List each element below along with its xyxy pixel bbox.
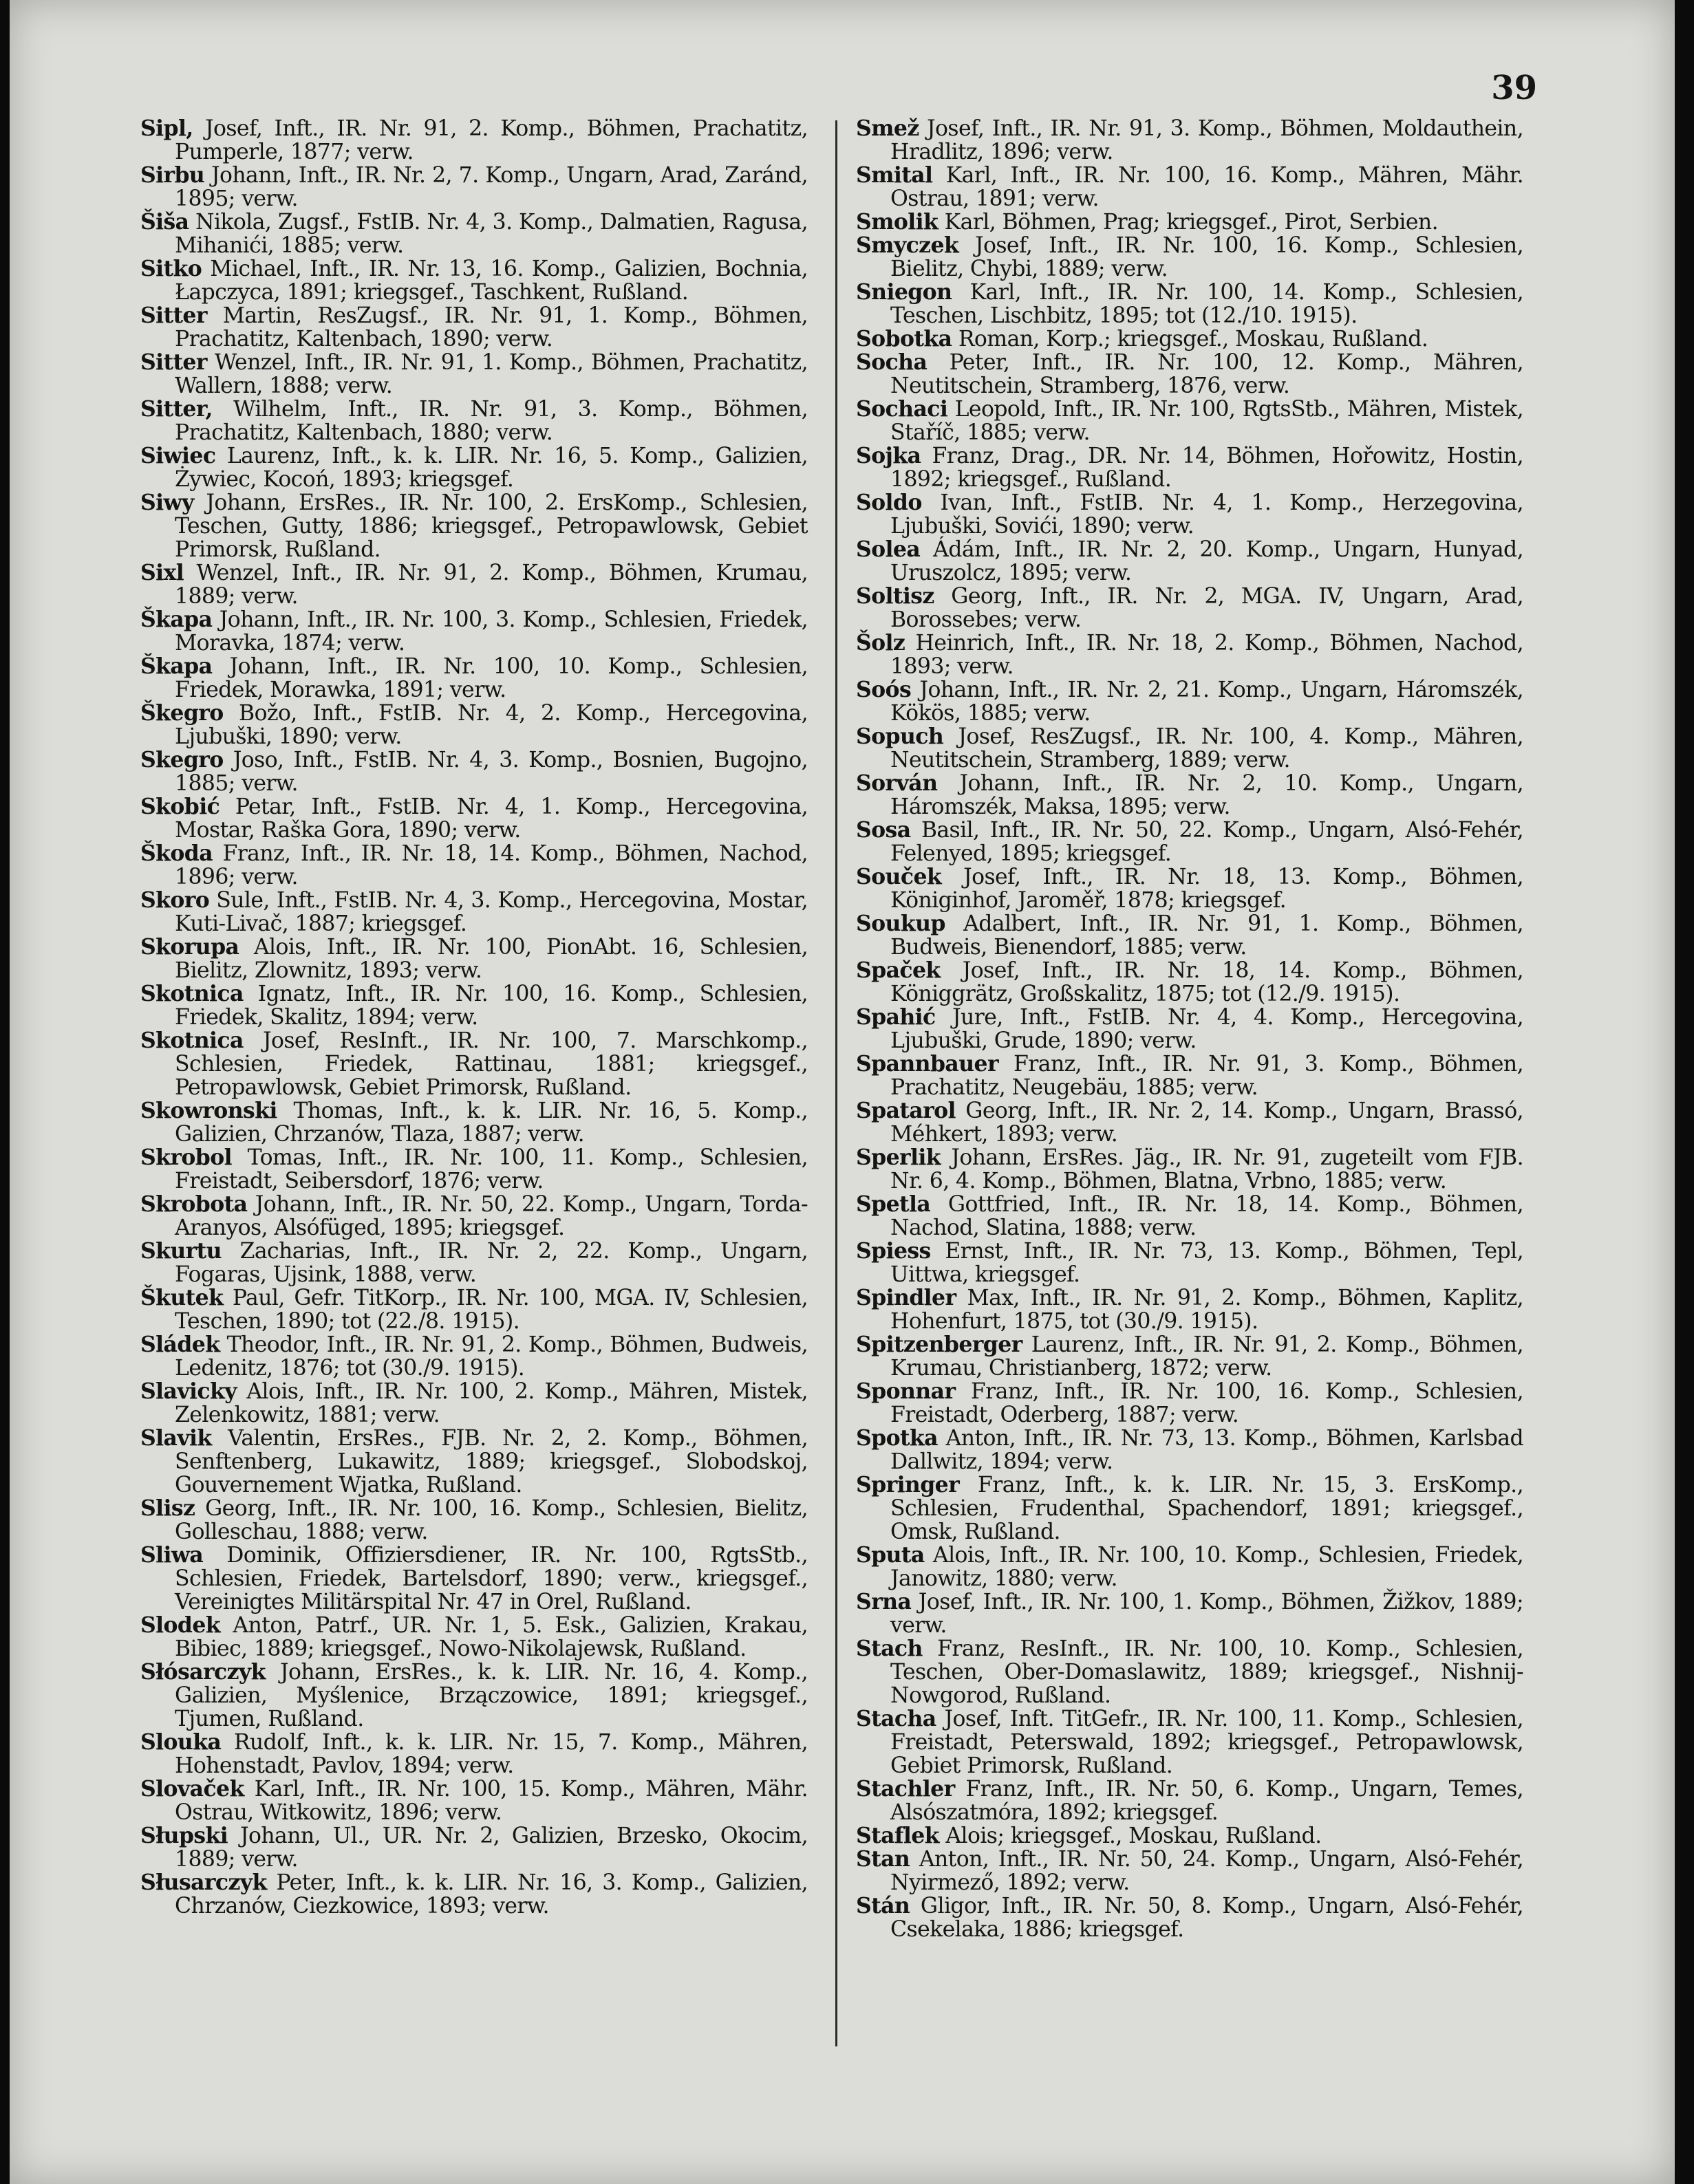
list-entry — [140, 1146, 808, 1193]
entry-surname: Slavicky — [140, 1378, 237, 1404]
list-entry — [856, 631, 1523, 678]
list-entry — [140, 842, 808, 889]
entry-details: Max, Inft., IR. Nr. 91, 2. Komp., Böhmen, Kaplitz, Hohenfurt, 1875, tot (30./9. 1915). — [890, 1286, 1523, 1334]
entry-details: Paul, Gefr. TitKorp., IR. Nr. 100, MGA. IV, Schlesien, Teschen, 1890; tot (22./8. 1915). — [175, 1286, 808, 1334]
entry-surname: Soldo — [856, 490, 922, 515]
entry-surname: Stán — [856, 1893, 910, 1918]
entry-details: Anton, Inft., IR. Nr. 50, 24. Komp., Ungarn, Alsó-Fehér, Nyirmező, 1892; verw. — [890, 1847, 1523, 1895]
entry-surname: Sitter, — [140, 396, 213, 422]
list-entry — [856, 1333, 1523, 1380]
list-entry — [856, 1894, 1523, 1941]
entry-surname: Sopuch — [856, 724, 944, 749]
entry-surname: Sixl — [140, 560, 184, 585]
entry-surname: Skrobol — [140, 1145, 232, 1170]
entry-surname: Spitzenberger — [856, 1332, 1022, 1357]
entry-surname: Slavik — [140, 1425, 212, 1451]
entry-surname: Slovaček — [140, 1776, 244, 1802]
list-entry — [140, 702, 808, 748]
entry-details: Ivan, Inft., FstIB. Nr. 4, 1. Komp., Herzegovina, Ljubuški, Sovići, 1890; verw. — [890, 490, 1523, 539]
entry-surname: Stach — [856, 1636, 923, 1661]
entry-surname: Srna — [856, 1589, 912, 1614]
entry-details: Georg, Inft., IR. Nr. 100, 16. Komp., Schlesien, Bielitz, Golleschau, 1888; verw. — [175, 1496, 808, 1544]
entry-surname: Spahić — [856, 1004, 936, 1030]
list-entry — [856, 1052, 1523, 1099]
entry-details: Karl, Inft., IR. Nr. 100, 14. Komp., Schlesien, Teschen, Lischbitz, 1895; tot (12./10. 1915). — [890, 280, 1523, 328]
list-entry — [856, 234, 1523, 281]
entry-details: Gottfried, Inft., IR. Nr. 18, 14. Komp., Böhmen, Nachod, Slatina, 1888; verw. — [890, 1192, 1523, 1240]
list-entry — [856, 585, 1523, 631]
entry-details: Josef, ResInft., IR. Nr. 100, 7. Marschkomp., Schlesien, Friedek, Rattinau, 1881; kriegsgef., Petropawlowsk, Gebiet Primorsk, Rußland. — [175, 1028, 808, 1100]
entry-details: Nikola, Zugsf., FstIB. Nr. 4, 3. Komp., Dalmatien, Ragusa, Mihanići, 1885; verw. — [175, 210, 808, 258]
list-entry — [140, 561, 808, 608]
entry-details: Franz, Drag., DR. Nr. 14, Böhmen, Hořowitz, Hostin, 1892; kriegsgef., Rußland. — [890, 444, 1523, 492]
entry-surname: Skowronski — [140, 1098, 277, 1123]
entry-details: Josef, Inft., IR. Nr. 18, 14. Komp., Böhmen, Königgrätz, Großskalitz, 1875; tot (12./9. 1915). — [890, 958, 1523, 1006]
entry-details: Laurenz, Inft., IR. Nr. 91, 2. Komp., Böhmen, Krumau, Christianberg, 1872; verw. — [890, 1332, 1523, 1381]
entry-details: Rudolf, Inft., k. k. LIR. Nr. 15, 7. Komp., Mähren, Hohenstadt, Pavlov, 1894; verw. — [175, 1730, 808, 1778]
entry-details: Laurenz, Inft., k. k. LIR. Nr. 16, 5. Komp., Galizien, Żywiec, Kocoń, 1893; kriegsgef. — [175, 444, 808, 492]
list-entry — [856, 819, 1523, 865]
entry-surname: Socha — [856, 349, 928, 375]
entry-surname: Spatarol — [856, 1098, 956, 1123]
entry-surname: Siwiec — [140, 443, 216, 468]
entry-details: Johann, Inft., IR. Nr. 2, 21. Komp., Ungarn, Háromszék, Kökös, 1885; verw. — [890, 678, 1523, 726]
list-entry — [140, 936, 808, 982]
list-entry — [140, 164, 808, 210]
entry-details: Karl, Inft., IR. Nr. 100, 16. Komp., Mähren, Mähr. Ostrau, 1891; verw. — [890, 163, 1523, 211]
list-entry — [140, 444, 808, 491]
list-entry — [140, 982, 808, 1029]
entry-details: Theodor, Inft., IR. Nr. 91, 2. Komp., Böhmen, Budweis, Ledenitz, 1876; tot (30./9. 1915). — [175, 1332, 808, 1381]
entry-surname: Spaček — [856, 958, 941, 983]
list-entry — [856, 1590, 1523, 1637]
entry-surname: Skotnica — [140, 981, 244, 1006]
entry-details: Alois, Inft., IR. Nr. 100, 10. Komp., Schlesien, Friedek, Janowitz, 1880; verw. — [890, 1543, 1524, 1591]
entry-surname: Šolz — [856, 630, 905, 656]
entry-details: Franz, Inft., IR. Nr. 50, 6. Komp., Ungarn, Temes, Alsószatmóra, 1892; kriegsgef. — [890, 1777, 1523, 1825]
list-entry — [856, 1099, 1523, 1146]
list-entry — [856, 1380, 1523, 1427]
list-entry — [856, 444, 1523, 491]
entry-details: Peter, Inft., IR. Nr. 100, 12. Komp., Mähren, Neutitschein, Stramberg, 1876, verw. — [890, 350, 1524, 398]
entry-details: Franz, Inft., IR. Nr. 91, 3. Komp., Böhmen, Prachatitz, Neugebäu, 1885; verw. — [890, 1052, 1524, 1100]
entry-details: Johann, ErsRes., k. k. LIR. Nr. 16, 4. Komp., Galizien, Myślenice, Brzączowice, 1891; kriegsgef., Tjumen, Rußland. — [175, 1660, 808, 1731]
entry-surname: Sitter — [140, 303, 207, 328]
entry-surname: Siwy — [140, 490, 194, 515]
list-entry — [856, 1427, 1523, 1473]
list-entry — [140, 1824, 808, 1871]
entry-surname: Staflek — [856, 1823, 939, 1848]
entry-details: Johann, Ul., UR. Nr. 2, Galizien, Brzesko, Okocim, 1889; verw. — [175, 1824, 808, 1872]
list-entry — [856, 1286, 1523, 1333]
entry-surname: Škapa — [140, 653, 213, 679]
entry-details: Leopold, Inft., IR. Nr. 100, RgtsStb., Mähren, Mistek, Staříč, 1885; verw. — [890, 397, 1523, 445]
entry-details: Georg, Inft., IR. Nr. 2, MGA. IV, Ungarn, Arad, Borossebes; verw. — [890, 584, 1523, 632]
entry-details: Ádám, Inft., IR. Nr. 2, 20. Komp., Ungarn, Hunyad, Uruszolcz, 1895; verw. — [890, 537, 1523, 585]
entry-details: Adalbert, Inft., IR. Nr. 91, 1. Komp., Böhmen, Budweis, Bienendorf, 1885; verw. — [890, 911, 1523, 960]
list-entry — [856, 398, 1523, 444]
entry-details: Josef, Inft., IR. Nr. 91, 3. Komp., Böhmen, Moldauthein, Hradlitz, 1896; verw. — [890, 116, 1523, 164]
list-entry — [856, 865, 1523, 912]
entry-details: Josef, Inft. TitGefr., IR. Nr. 100, 11. Komp., Schlesien, Freistadt, Peterswald, 1892; kriegsgef., Petropawlowsk, Gebiet Primorsk, Rußland. — [890, 1707, 1523, 1778]
entry-surname: Slouka — [140, 1729, 222, 1755]
list-entry — [140, 1099, 808, 1146]
entry-details: Josef, Inft., IR. Nr. 100, 16. Komp., Schlesien, Bielitz, Chybi, 1889; verw. — [890, 233, 1523, 281]
entry-surname: Sochaci — [856, 396, 948, 422]
list-entry — [856, 1240, 1523, 1286]
list-entry — [140, 1661, 808, 1731]
list-entry — [140, 1193, 808, 1240]
list-entry — [856, 1824, 1523, 1848]
entry-details: Johann, Inft., IR. Nr. 100, 3. Komp., Schlesien, Friedek, Moravka, 1874; verw. — [175, 607, 808, 656]
entry-details: Michael, Inft., IR. Nr. 13, 16. Komp., Galizien, Bochnia, Łapczyca, 1891; kriegsgef., Taschkent, Rußland. — [175, 257, 808, 305]
entry-surname: Soukup — [856, 911, 945, 936]
list-entry — [140, 304, 808, 351]
entry-surname: Smital — [856, 162, 933, 188]
list-entry — [140, 889, 808, 936]
entry-surname: Spotka — [856, 1425, 938, 1451]
list-entry — [856, 164, 1523, 210]
entry-details: Alois, Inft., IR. Nr. 100, PionAbt. 16, Schlesien, Bielitz, Zlownitz, 1893; verw. — [175, 935, 808, 983]
entry-details: Franz, ResInft., IR. Nr. 100, 10. Komp., Schlesien, Teschen, Ober-Domaslawitz, 1889; kriegsgef., Nishnij-Nowgorod, Rußland. — [890, 1636, 1523, 1708]
entry-surname: Smolik — [856, 209, 939, 235]
entry-surname: Spiess — [856, 1238, 931, 1264]
entry-surname: Škegro — [140, 700, 224, 726]
entry-surname: Sorván — [856, 770, 938, 796]
left-column — [140, 117, 808, 1918]
entry-details: Roman, Korp.; kriegsgef., Moskau, Rußland. — [958, 327, 1428, 352]
list-entry — [856, 210, 1523, 234]
entry-details: Franz, Inft., IR. Nr. 100, 16. Komp., Schlesien, Freistadt, Oderberg, 1887; verw. — [890, 1379, 1523, 1427]
list-entry — [140, 795, 808, 842]
entry-surname: Stacha — [856, 1706, 936, 1731]
column-divider — [835, 120, 837, 2046]
entry-details: Alois, Inft., IR. Nr. 100, 2. Komp., Mähren, Mistek, Zelenkowitz, 1881; verw. — [175, 1379, 808, 1427]
entry-surname: Skorupa — [140, 934, 239, 960]
entry-details: Wilhelm, Inft., IR. Nr. 91, 3. Komp., Böhmen, Prachatitz, Kaltenbach, 1880; verw. — [175, 397, 808, 445]
list-entry — [856, 772, 1523, 819]
entry-details: Joso, Inft., FstIB. Nr. 4, 3. Komp., Bosnien, Bugojno, 1885; verw. — [175, 748, 808, 796]
entry-surname: Slisz — [140, 1495, 195, 1521]
entry-surname: Slodek — [140, 1612, 221, 1638]
list-entry — [140, 491, 808, 561]
entry-details: Valentin, ErsRes., FJB. Nr. 2, 2. Komp., Böhmen, Senftenberg, Lukawitz, 1889; kriegsgef., Slobodskoj, Gouvernement Wjatka, Rußland. — [175, 1426, 808, 1498]
list-entry — [140, 1871, 808, 1918]
entry-surname: Soltisz — [856, 583, 934, 609]
list-entry — [140, 1497, 808, 1544]
list-entry — [140, 1380, 808, 1427]
entry-details: Dominik, Offiziersdiener, IR. Nr. 100, RgtsStb., Schlesien, Friedek, Bartelsdorf, 1890; verw., kriegsgef., Vereinigtes Militärspital Nr. 47 in Orel, Rußland. — [175, 1543, 808, 1614]
entry-surname: Sipl, — [140, 116, 193, 141]
entry-details: Karl, Inft., IR. Nr. 100, 15. Komp., Mähren, Mähr. Ostrau, Witkowitz, 1896; verw. — [175, 1777, 808, 1825]
entry-details: Alois; kriegsgef., Moskau, Rußland. — [945, 1824, 1322, 1848]
list-entry — [856, 491, 1523, 538]
list-entry — [856, 912, 1523, 959]
entry-details: Martin, ResZugsf., IR. Nr. 91, 1. Komp., Böhmen, Prachatitz, Kaltenbach, 1890; verw. — [175, 303, 808, 352]
list-entry — [856, 1637, 1523, 1707]
list-entry — [140, 257, 808, 304]
entry-surname: Sponnar — [856, 1378, 956, 1404]
list-entry — [856, 1193, 1523, 1240]
entry-surname: Skoro — [140, 887, 210, 913]
entry-details: Petar, Inft., FstIB. Nr. 4, 1. Komp., Hercegovina, Mostar, Raška Gora, 1890; verw. — [175, 794, 808, 843]
entry-details: Josef, Inft., IR. Nr. 91, 2. Komp., Böhmen, Prachatitz, Pumperle, 1877; verw. — [175, 116, 808, 164]
entry-details: Sule, Inft., FstIB. Nr. 4, 3. Komp., Hercegovina, Mostar, Kuti-Livač, 1887; kriegsgef. — [175, 888, 808, 936]
entry-details: Johann, Inft., IR. Nr. 2, 10. Komp., Ungarn, Háromszék, Maksa, 1895; verw. — [890, 771, 1524, 819]
list-entry — [856, 281, 1523, 327]
list-entry — [856, 678, 1523, 725]
list-entry — [856, 959, 1523, 1006]
list-entry — [140, 210, 808, 257]
entry-surname: Skrobota — [140, 1191, 248, 1217]
entry-surname: Soós — [856, 677, 912, 702]
list-entry — [856, 538, 1523, 585]
page-number: 39 — [1491, 69, 1537, 107]
entry-surname: Stan — [856, 1846, 910, 1872]
entry-details: Anton, Inft., IR. Nr. 73, 13. Komp., Böhmen, Karlsbad Dallwitz, 1894; verw. — [890, 1426, 1524, 1474]
list-entry — [140, 1731, 808, 1777]
entry-details: Jure, Inft., FstIB. Nr. 4, 4. Komp., Hercegovina, Ljubuški, Grude, 1890; verw. — [890, 1005, 1523, 1053]
entry-surname: Škapa — [140, 607, 213, 632]
entry-details: Josef, Inft., IR. Nr. 100, 1. Komp., Böhmen, Žižkov, 1889; verw. — [890, 1590, 1523, 1638]
entry-details: Josef, Inft., IR. Nr. 18, 13. Komp., Böhmen, Königinhof, Jaroměř, 1878; kriegsgef. — [890, 865, 1523, 913]
entry-details: Ignatz, Inft., IR. Nr. 100, 16. Komp., Schlesien, Friedek, Skalitz, 1894; verw. — [175, 982, 808, 1030]
entry-details: Wenzel, Inft., IR. Nr. 91, 1. Komp., Böhmen, Prachatitz, Wallern, 1888; verw. — [175, 350, 808, 398]
entry-details: Heinrich, Inft., IR. Nr. 18, 2. Komp., Böhmen, Nachod, 1893; verw. — [890, 631, 1523, 679]
entry-surname: Sliwa — [140, 1542, 204, 1568]
list-entry — [856, 1006, 1523, 1052]
entry-surname: Sobotka — [856, 326, 952, 352]
entry-details: Thomas, Inft., k. k. LIR. Nr. 16, 5. Komp., Galizien, Chrzanów, Tlaza, 1887; verw. — [175, 1099, 808, 1147]
entry-details: Basil, Inft., IR. Nr. 50, 22. Komp., Ungarn, Alsó-Fehér, Felenyed, 1895; kriegsgef. — [890, 818, 1523, 866]
entry-details: Franz, Inft., k. k. LIR. Nr. 15, 3. ErsKomp., Schlesien, Frudenthal, Spachendorf, 1891; kriegsgef., Omsk, Rußland. — [890, 1473, 1523, 1544]
entry-details: Johann, ErsRes. Jäg., IR. Nr. 91, zugeteilt vom FJB. Nr. 6, 4. Komp., Böhmen, Blatna, Vrbno, 1885; verw. — [890, 1145, 1523, 1193]
list-entry — [140, 1544, 808, 1614]
entry-surname: Souček — [856, 864, 942, 889]
entry-surname: Sniegon — [856, 279, 952, 305]
list-entry — [140, 748, 808, 795]
entry-surname: Słusarczyk — [140, 1870, 267, 1895]
right-column — [856, 117, 1523, 1941]
list-entry — [140, 655, 808, 702]
entry-surname: Sojka — [856, 443, 921, 468]
list-entry — [140, 1286, 808, 1333]
list-entry — [856, 351, 1523, 398]
list-entry — [856, 1544, 1523, 1590]
entry-surname: Spindler — [856, 1285, 956, 1310]
entry-surname: Skotnica — [140, 1028, 244, 1053]
entry-surname: Sitter — [140, 349, 207, 375]
entry-details: Gligor, Inft., IR. Nr. 50, 8. Komp., Ungarn, Alsó-Fehér, Csekelaka, 1886; kriegsgef. — [890, 1894, 1523, 1942]
entry-surname: Sládek — [140, 1332, 220, 1357]
entry-details: Franz, Inft., IR. Nr. 18, 14. Komp., Böhmen, Nachod, 1896; verw. — [175, 841, 808, 889]
entry-details: Wenzel, Inft., IR. Nr. 91, 2. Komp., Böhmen, Krumau, 1889; verw. — [175, 561, 808, 609]
entry-surname: Sosa — [856, 817, 911, 843]
list-entry — [140, 1614, 808, 1661]
list-entry — [856, 1707, 1523, 1777]
list-entry — [140, 1333, 808, 1380]
list-entry — [856, 327, 1523, 351]
entry-surname: Spetla — [856, 1191, 931, 1217]
entry-surname: Spannbauer — [856, 1051, 998, 1077]
entry-surname: Smyczek — [856, 233, 959, 258]
entry-surname: Smež — [856, 116, 919, 141]
list-entry — [140, 398, 808, 444]
list-entry — [856, 725, 1523, 772]
entry-surname: Sirbu — [140, 162, 205, 188]
list-entry — [856, 1848, 1523, 1894]
entry-surname: Stachler — [856, 1776, 955, 1802]
entry-surname: Škutek — [140, 1285, 224, 1310]
entry-surname: Solea — [856, 537, 921, 562]
list-entry — [140, 351, 808, 398]
entry-surname: Šiša — [140, 209, 189, 235]
entry-details: Johann, Inft., IR. Nr. 50, 22. Komp., Ungarn, Torda-Aranyos, Alsófüged, 1895; kriegsgef. — [175, 1192, 808, 1240]
entry-details: Georg, Inft., IR. Nr. 2, 14. Komp., Ungarn, Brassó, Méhkert, 1893; verw. — [890, 1099, 1523, 1147]
entry-details: Ernst, Inft., IR. Nr. 73, 13. Komp., Böhmen, Tepl, Uittwa, kriegsgef. — [890, 1239, 1523, 1287]
list-entry — [140, 1777, 808, 1824]
entry-surname: Słósarczyk — [140, 1659, 266, 1685]
entry-surname: Škoda — [140, 841, 213, 866]
list-entry — [140, 1427, 808, 1497]
entry-surname: Skurtu — [140, 1238, 222, 1264]
entry-details: Johann, ErsRes., IR. Nr. 100, 2. ErsKomp., Schlesien, Teschen, Gutty, 1886; kriegsgef., Petropawlowsk, Gebiet Primorsk, Rußland. — [175, 490, 808, 562]
entry-surname: Skegro — [140, 747, 224, 772]
list-entry — [856, 1777, 1523, 1824]
entry-details: Johann, Inft., IR. Nr. 2, 7. Komp., Ungarn, Arad, Zaránd, 1895; verw. — [175, 163, 808, 211]
list-entry — [140, 608, 808, 655]
entry-surname: Sputa — [856, 1542, 925, 1568]
entry-details: Anton, Patrf., UR. Nr. 1, 5. Esk., Galizien, Krakau, Bibiec, 1889; kriegsgef., Nowo-Nikolajewsk, Rußland. — [175, 1613, 808, 1661]
list-entry — [140, 1240, 808, 1286]
entry-details: Josef, ResZugsf., IR. Nr. 100, 4. Komp., Mähren, Neutitschein, Stramberg, 1889; verw. — [890, 724, 1523, 772]
entry-details: Tomas, Inft., IR. Nr. 100, 11. Komp., Schlesien, Freistadt, Seibersdorf, 1876; verw. — [175, 1145, 808, 1193]
list-entry — [856, 1146, 1523, 1193]
entry-surname: Sitko — [140, 256, 202, 281]
entry-surname: Słupski — [140, 1823, 228, 1848]
entry-details: Johann, Inft., IR. Nr. 100, 10. Komp., Schlesien, Friedek, Morawka, 1891; verw. — [175, 654, 808, 702]
entry-details: Božo, Inft., FstIB. Nr. 4, 2. Komp., Hercegovina, Ljubuški, 1890; verw. — [175, 701, 808, 749]
entry-details: Peter, Inft., k. k. LIR. Nr. 16, 3. Komp., Galizien, Chrzanów, Ciezkowice, 1893; verw. — [175, 1870, 808, 1918]
entry-surname: Springer — [856, 1472, 960, 1498]
entry-details: Karl, Böhmen, Prag; kriegsgef., Pirot, Serbien. — [944, 210, 1438, 235]
entry-details: Zacharias, Inft., IR. Nr. 2, 22. Komp., Ungarn, Fogaras, Ujsink, 1888, verw. — [175, 1239, 808, 1287]
list-entry — [140, 117, 808, 164]
page-sheet — [10, 0, 1675, 2184]
list-entry — [856, 117, 1523, 164]
list-entry — [140, 1029, 808, 1099]
list-entry — [856, 1473, 1523, 1544]
entry-surname: Sperlik — [856, 1145, 941, 1170]
entry-surname: Skobić — [140, 794, 220, 819]
